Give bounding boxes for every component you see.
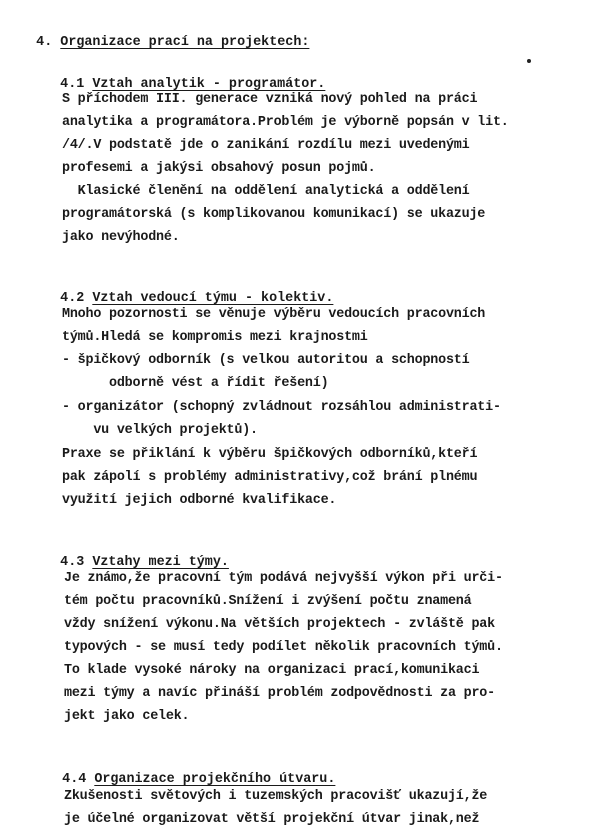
- subsection-number: 4.3: [60, 555, 85, 570]
- section-title: Organizace prací na projektech:: [60, 35, 310, 50]
- subsection-title: Vztah analytik - programátor.: [92, 77, 326, 92]
- paragraph-line: využití jejich odborné kvalifikace.: [62, 493, 337, 508]
- paragraph-line: tém počtu pracovníků.Snížení i zvýšení počtu znamená: [64, 594, 472, 609]
- paragraph-line: jekt jako celek.: [64, 709, 190, 724]
- paragraph-line: mezi týmy a navíc přináší problém zodpovědnosti za pro-: [64, 686, 495, 701]
- paragraph-line: typových - se musí tedy podílet několik pracovních týmů.: [64, 640, 503, 655]
- paragraph-line: jako nevýhodné.: [62, 230, 180, 245]
- paragraph-line: pak zápolí s problémy administrativy,což brání plnému: [62, 470, 478, 485]
- subsection-number: 4.4: [62, 772, 87, 787]
- subsection-number: 4.2: [60, 291, 85, 306]
- paragraph-line: analytika a programátora.Problém je výborně popsán v lit.: [62, 115, 509, 130]
- paragraph-line: týmů.Hledá se kompromis mezi krajnostmi: [62, 330, 368, 345]
- subsection-title: Vztah vedoucí týmu - kolektiv.: [92, 291, 334, 306]
- subsection-title: Vztahy mezi týmy.: [92, 555, 229, 570]
- section-heading: [4, 20, 309, 65]
- paragraph-line: - organizátor (schopný zvládnout rozsáhlou administrati-: [62, 400, 501, 415]
- paragraph-line: To klade vysoké nároky na organizaci prací,komunikaci: [64, 663, 480, 678]
- paragraph-line: Zkušenosti světových i tuzemských pracovišť ukazují,že: [64, 789, 488, 804]
- paragraph-line: S příchodem III. generace vzniká nový pohled na práci: [62, 92, 478, 107]
- paragraph-line: je účelné organizovat větší projekční útvar jinak,než: [64, 812, 480, 827]
- paragraph-line: Praxe se přiklání k výběru špičkových odborníků,kteří: [62, 447, 478, 462]
- subsection-number: 4.1: [60, 77, 85, 92]
- paragraph-line: vu velkých projektů).: [62, 423, 258, 438]
- paragraph-line: Mnoho pozornosti se věnuje výběru vedoucích pracovních: [62, 307, 486, 322]
- paragraph-line: Je známo,že pracovní tým podává nejvyšší výkon při urči-: [64, 571, 503, 586]
- paragraph-line: Klasické členění na oddělení analytická a oddělení: [62, 184, 470, 199]
- ink-speck: [527, 59, 531, 63]
- paragraph-line: odborně vést a řídit řešení): [62, 376, 329, 391]
- subsection-title: Organizace projekčního útvaru.: [94, 772, 336, 787]
- paragraph-line: vždy snížení výkonu.Na větších projektech - zvláště pak: [64, 617, 495, 632]
- paragraph-line: /4/.V podstatě jde o zanikání rozdílu mezi uvedenými: [62, 138, 470, 153]
- paragraph-line: programátorská (s komplikovanou komunikací) se ukazuje: [62, 207, 486, 222]
- paragraph-line: profesemi a jakýsi obsahový posun pojmů.: [62, 161, 376, 176]
- paragraph-line: - špičkový odborník (s velkou autoritou a schopností: [62, 353, 470, 368]
- section-number: 4.: [36, 35, 53, 50]
